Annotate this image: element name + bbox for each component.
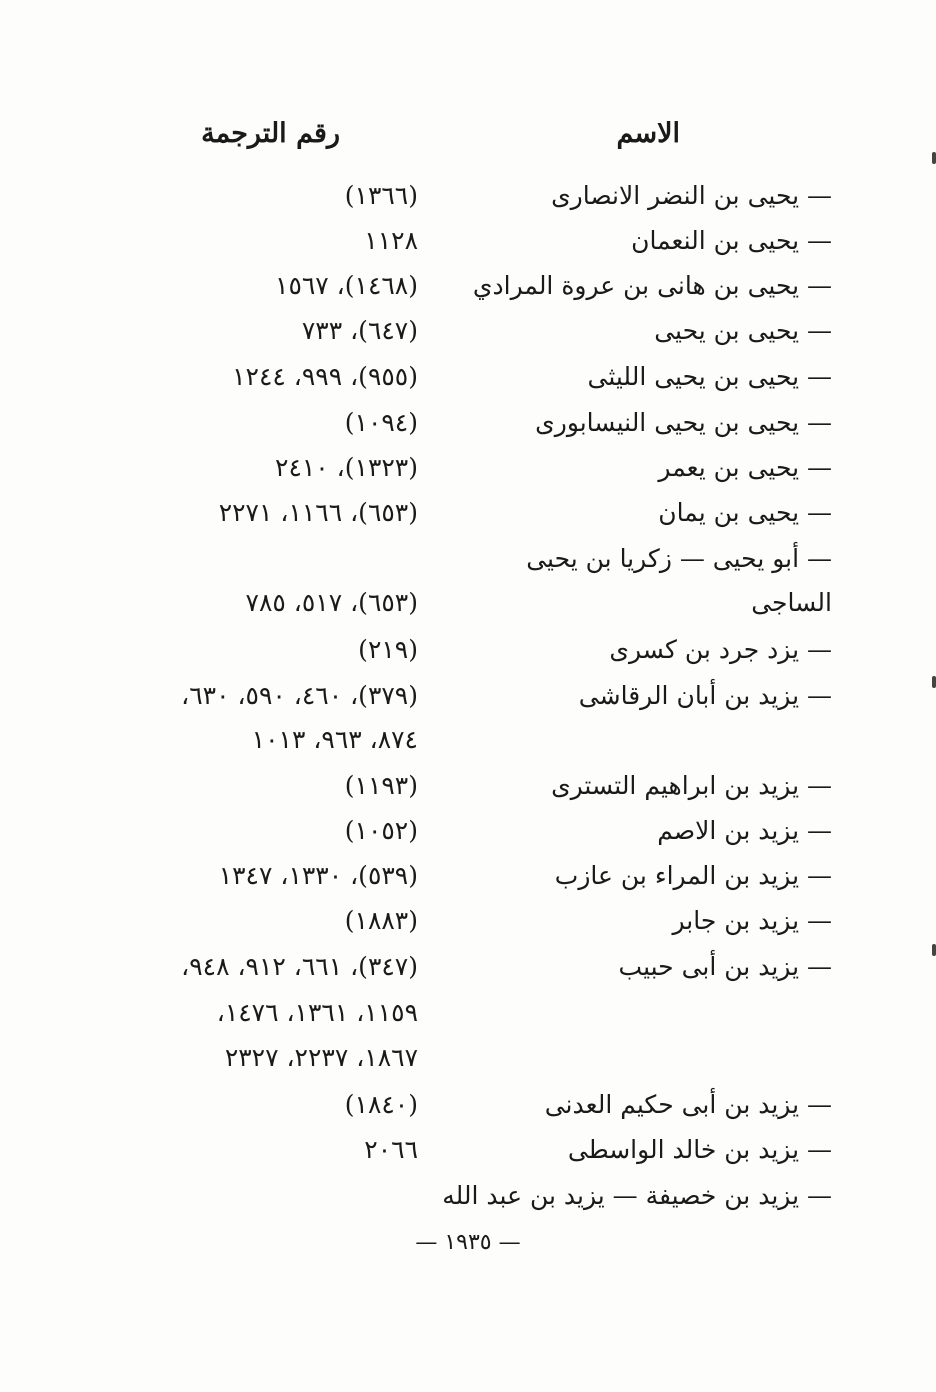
entry-name: — يحيى بن النضر الانصارى: [551, 181, 832, 210]
entry-name: — يزيد بن جابر: [672, 906, 832, 935]
entry-name: — يزيد بن خصيفة — يزيد بن عبد الله: [442, 1181, 832, 1210]
entry-biography-numbers: (١٠٥٢): [344, 816, 418, 845]
entry-name: — يزيد بن أبى حكيم العدنى: [544, 1090, 832, 1119]
margin-mark: [932, 944, 936, 956]
entry-name: — يزد جرد بن كسرى: [609, 635, 832, 664]
entry-name: — يزيد بن أبان الرقاشى: [578, 681, 832, 710]
entry-name: — يحيى بن يعمر: [658, 453, 832, 482]
entry-biography-numbers: ٨٧٤، ٩٦٣، ١٠١٣: [251, 725, 418, 754]
entry-biography-numbers: (٦٥٣)، ١١٦٦، ٢٢٧١: [218, 498, 418, 527]
entry-biography-numbers: (١٣٦٦): [344, 181, 418, 210]
entry-biography-numbers: (٣٧٩)، ٤٦٠، ٥٩٠، ٦٣٠،: [181, 681, 418, 710]
entry-name: — يحيى بن النعمان: [631, 226, 832, 255]
margin-mark: [932, 152, 936, 164]
page-number: — ١٩٣٥ —: [415, 1230, 521, 1255]
entry-name: — يزيد بن ابراهيم التسترى: [551, 771, 832, 800]
entry-name: — يزيد بن الاصم: [657, 816, 832, 845]
entry-biography-numbers: ١٨٦٧، ٢٢٣٧، ٢٣٢٧: [224, 1043, 418, 1072]
entry-name: — يحيى بن يحيى الليثى: [587, 362, 832, 391]
entry-name: — يزيد بن خالد الواسطى: [567, 1135, 832, 1164]
entry-biography-numbers: (٩٥٥)، ٩٩٩، ١٢٤٤: [232, 362, 418, 391]
entry-name: — أبو يحيى — زكريا بن يحيى: [526, 544, 832, 573]
entry-biography-numbers: (١٨٨٣): [344, 906, 418, 935]
entry-name: — يحيى بن يحيى النيسابورى: [535, 408, 832, 437]
entry-biography-numbers: (١٤٦٨)، ١٥٦٧: [275, 271, 418, 300]
entry-name: الساجى: [751, 588, 832, 617]
column-header-name: الاسم: [616, 118, 680, 149]
margin-mark: [932, 676, 936, 688]
entry-name: — يحيى بن يحيى: [654, 316, 832, 345]
entry-biography-numbers: (٣٤٧)، ٦٦١، ٩١٢، ٩٤٨،: [181, 952, 418, 981]
entry-name: — يزيد بن المراء بن عازب: [554, 861, 832, 890]
entry-biography-numbers: (١٨٤٠): [344, 1090, 418, 1119]
entry-biography-numbers: (١١٩٣): [344, 771, 418, 800]
entry-name: — يحيى بن هانى بن عروة المرادي: [472, 271, 832, 300]
entry-biography-numbers: ١١٢٨: [364, 226, 418, 255]
entry-name: — يزيد بن أبى حبيب: [618, 952, 832, 981]
column-header-number: رقم الترجمة: [201, 118, 340, 149]
entry-biography-numbers: ١١٥٩، ١٣٦١، ١٤٧٦،: [216, 998, 418, 1027]
entry-biography-numbers: (٦٤٧)، ٧٣٣: [301, 316, 418, 345]
entry-biography-numbers: (١٠٩٤): [344, 408, 418, 437]
entry-biography-numbers: (٦٥٣)، ٥١٧، ٧٨٥: [245, 588, 418, 617]
entry-biography-numbers: (١٣٢٣)، ٢٤١٠: [275, 453, 418, 482]
entry-biography-numbers: ٢٠٦٦: [364, 1135, 418, 1164]
entry-biography-numbers: (٢١٩): [358, 635, 418, 664]
entry-biography-numbers: (٥٣٩)، ١٣٣٠، ١٣٤٧: [218, 861, 418, 890]
entry-name: — يحيى بن يمان: [658, 498, 832, 527]
